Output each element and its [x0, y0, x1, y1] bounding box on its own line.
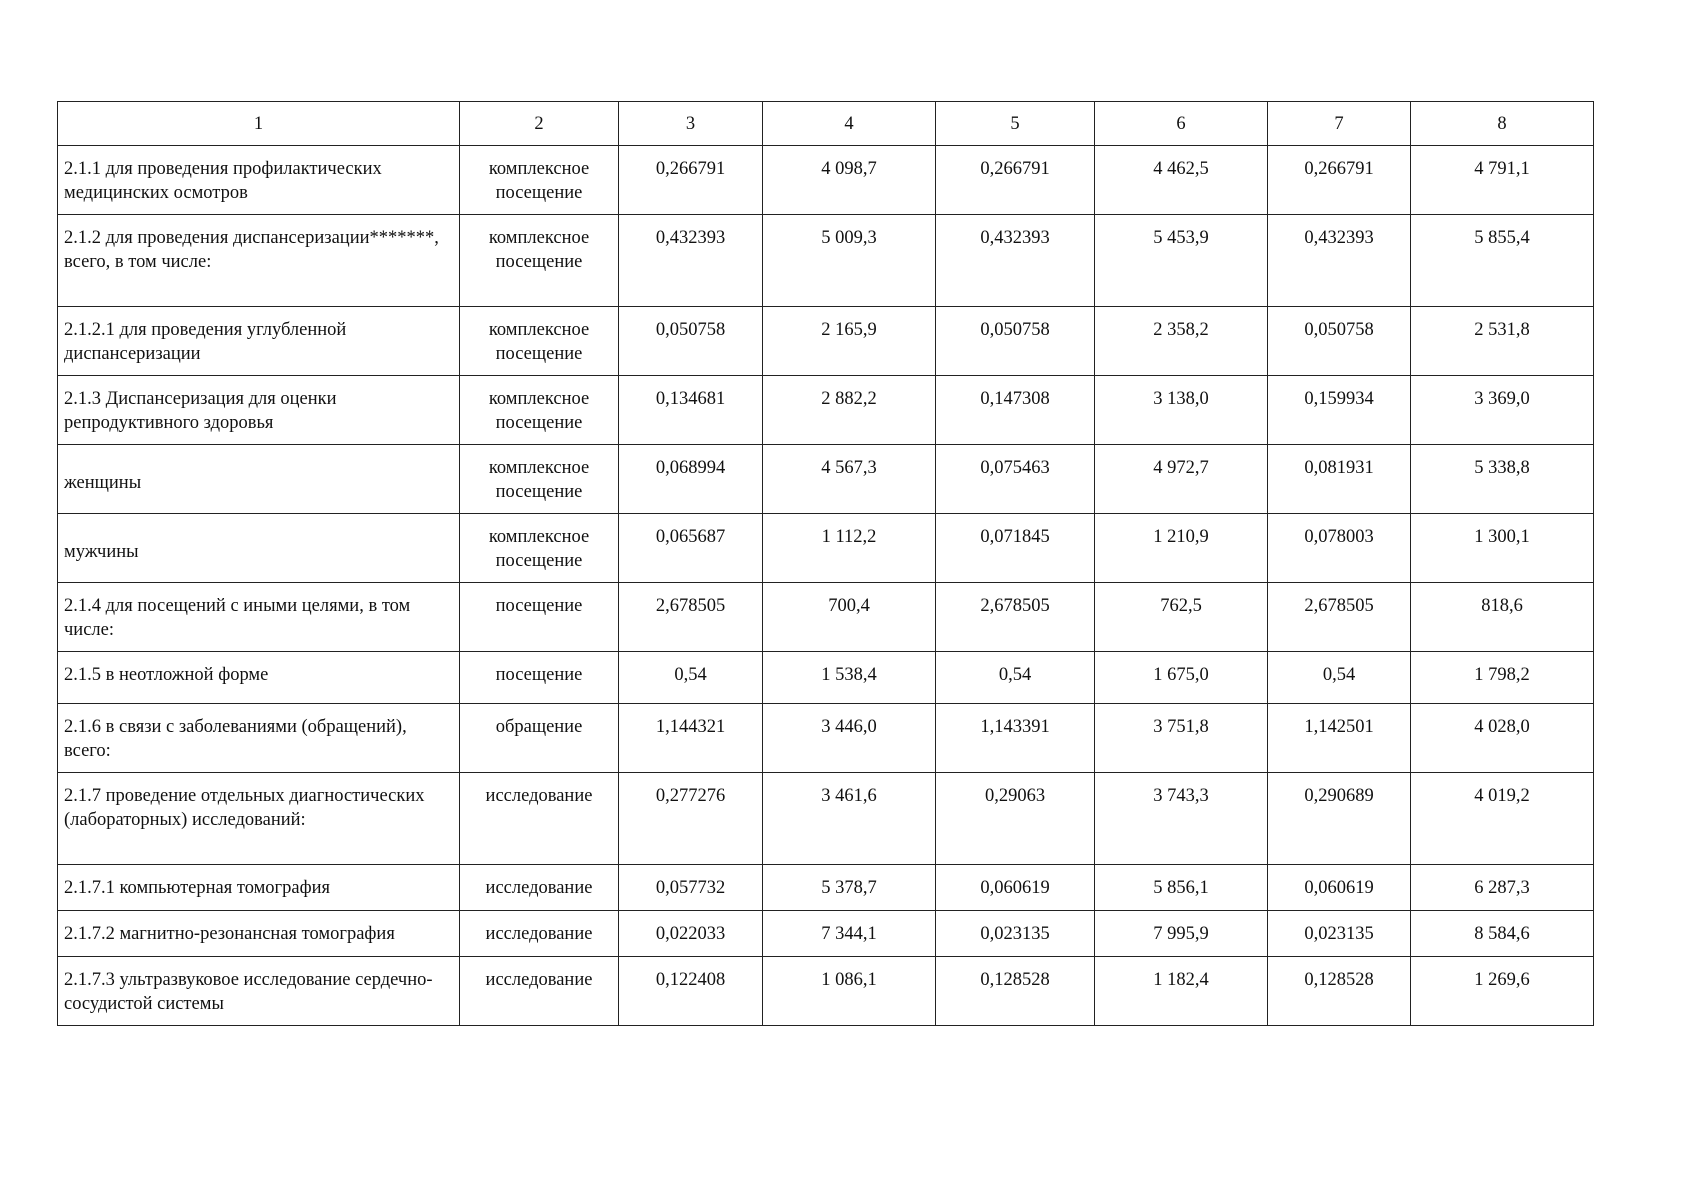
row-name: 2.1.3 Диспансеризация для оценки репродуктивного здоровья: [58, 376, 460, 445]
row-value: 5 378,7: [763, 865, 936, 911]
row-value: 0,065687: [619, 514, 763, 583]
row-value: 3 138,0: [1095, 376, 1268, 445]
row-value: 1 269,6: [1411, 957, 1594, 1026]
row-value: 762,5: [1095, 583, 1268, 652]
row-value: 3 751,8: [1095, 704, 1268, 773]
row-value: 1 112,2: [763, 514, 936, 583]
row-value: 1 210,9: [1095, 514, 1268, 583]
row-name: 2.1.7.1 компьютерная томография: [58, 865, 460, 911]
row-value: 0,075463: [936, 445, 1095, 514]
row-unit: комплексное посещение: [460, 146, 619, 215]
row-value: 0,147308: [936, 376, 1095, 445]
row-name: 2.1.2.1 для проведения углубленной диспансеризации: [58, 307, 460, 376]
column-number: 1: [58, 102, 460, 146]
row-value: 0,432393: [1268, 215, 1411, 307]
row-value: 0,54: [619, 652, 763, 704]
row-value: 5 009,3: [763, 215, 936, 307]
row-value: 2 165,9: [763, 307, 936, 376]
row-value: 5 338,8: [1411, 445, 1594, 514]
row-value: 2 531,8: [1411, 307, 1594, 376]
table-row: [58, 957, 1594, 1026]
table-row: [58, 215, 1594, 307]
row-value: 0,081931: [1268, 445, 1411, 514]
row-value: 4 028,0: [1411, 704, 1594, 773]
table-header-row: [58, 102, 1594, 146]
row-value: 3 369,0: [1411, 376, 1594, 445]
row-value: 3 446,0: [763, 704, 936, 773]
row-unit: посещение: [460, 652, 619, 704]
row-value: 2 358,2: [1095, 307, 1268, 376]
column-number: 3: [619, 102, 763, 146]
table-row: [58, 445, 1594, 514]
row-value: 8 584,6: [1411, 911, 1594, 957]
row-unit: исследование: [460, 773, 619, 865]
row-name: 2.1.1 для проведения профилактических медицинских осмотров: [58, 146, 460, 215]
row-name: 2.1.2 для проведения диспансеризации*******, всего, в том числе:: [58, 215, 460, 307]
row-unit: комплексное посещение: [460, 445, 619, 514]
row-name: 2.1.4 для посещений с иными целями, в том числе:: [58, 583, 460, 652]
row-name: мужчины: [58, 514, 460, 583]
row-unit: посещение: [460, 583, 619, 652]
row-value: 0,023135: [1268, 911, 1411, 957]
row-name: 2.1.7.2 магнитно-резонансная томография: [58, 911, 460, 957]
column-number: 7: [1268, 102, 1411, 146]
row-value: 2,678505: [619, 583, 763, 652]
table-row: [58, 376, 1594, 445]
row-value: 3 743,3: [1095, 773, 1268, 865]
row-value: 0,54: [936, 652, 1095, 704]
row-unit: комплексное посещение: [460, 514, 619, 583]
row-unit: обращение: [460, 704, 619, 773]
row-value: 0,050758: [619, 307, 763, 376]
data-table: [57, 101, 1594, 1026]
row-value: 4 462,5: [1095, 146, 1268, 215]
row-value: 1 300,1: [1411, 514, 1594, 583]
row-value: 0,122408: [619, 957, 763, 1026]
row-value: 0,134681: [619, 376, 763, 445]
row-value: 4 791,1: [1411, 146, 1594, 215]
table-row: [58, 583, 1594, 652]
row-value: 0,022033: [619, 911, 763, 957]
row-value: 1 798,2: [1411, 652, 1594, 704]
row-value: 3 461,6: [763, 773, 936, 865]
table-row: [58, 146, 1594, 215]
row-unit: исследование: [460, 865, 619, 911]
row-unit: комплексное посещение: [460, 215, 619, 307]
row-value: 0,071845: [936, 514, 1095, 583]
row-name: 2.1.5 в неотложной форме: [58, 652, 460, 704]
table-row: [58, 773, 1594, 865]
row-value: 4 972,7: [1095, 445, 1268, 514]
row-value: 0,266791: [619, 146, 763, 215]
row-value: 0,050758: [1268, 307, 1411, 376]
row-value: 0,050758: [936, 307, 1095, 376]
row-value: 0,54: [1268, 652, 1411, 704]
row-value: 1,143391: [936, 704, 1095, 773]
row-value: 1 675,0: [1095, 652, 1268, 704]
row-value: 0,277276: [619, 773, 763, 865]
table-row: [58, 911, 1594, 957]
table-row: [58, 307, 1594, 376]
row-value: 1,144321: [619, 704, 763, 773]
row-value: 1 182,4: [1095, 957, 1268, 1026]
row-value: 4 098,7: [763, 146, 936, 215]
row-value: 0,266791: [936, 146, 1095, 215]
column-number: 4: [763, 102, 936, 146]
row-value: 0,057732: [619, 865, 763, 911]
row-unit: исследование: [460, 957, 619, 1026]
row-value: 0,078003: [1268, 514, 1411, 583]
row-value: 1 086,1: [763, 957, 936, 1026]
row-value: 5 453,9: [1095, 215, 1268, 307]
row-value: 1,142501: [1268, 704, 1411, 773]
table-row: [58, 704, 1594, 773]
row-value: 7 995,9: [1095, 911, 1268, 957]
row-value: 5 856,1: [1095, 865, 1268, 911]
row-name: 2.1.6 в связи с заболеваниями (обращений), всего:: [58, 704, 460, 773]
row-value: 0,159934: [1268, 376, 1411, 445]
table-row: [58, 514, 1594, 583]
row-value: 4 019,2: [1411, 773, 1594, 865]
row-value: 0,128528: [936, 957, 1095, 1026]
row-value: 1 538,4: [763, 652, 936, 704]
row-value: 0,060619: [936, 865, 1095, 911]
row-unit: комплексное посещение: [460, 376, 619, 445]
row-value: 0,266791: [1268, 146, 1411, 215]
row-value: 0,290689: [1268, 773, 1411, 865]
column-number: 2: [460, 102, 619, 146]
row-value: 2 882,2: [763, 376, 936, 445]
row-value: 0,068994: [619, 445, 763, 514]
row-value: 7 344,1: [763, 911, 936, 957]
row-value: 4 567,3: [763, 445, 936, 514]
column-number: 8: [1411, 102, 1594, 146]
row-unit: исследование: [460, 911, 619, 957]
row-value: 2,678505: [936, 583, 1095, 652]
row-value: 818,6: [1411, 583, 1594, 652]
row-value: 0,023135: [936, 911, 1095, 957]
row-value: 6 287,3: [1411, 865, 1594, 911]
column-number: 6: [1095, 102, 1268, 146]
column-number: 5: [936, 102, 1095, 146]
row-value: 0,060619: [1268, 865, 1411, 911]
row-value: 5 855,4: [1411, 215, 1594, 307]
row-value: 0,432393: [936, 215, 1095, 307]
row-name: женщины: [58, 445, 460, 514]
row-value: 700,4: [763, 583, 936, 652]
row-name: 2.1.7 проведение отдельных диагностических (лабораторных) исследований:: [58, 773, 460, 865]
row-name: 2.1.7.3 ультразвуковое исследование сердечно-сосудистой системы: [58, 957, 460, 1026]
row-value: 0,29063: [936, 773, 1095, 865]
row-value: 0,432393: [619, 215, 763, 307]
table-row: [58, 865, 1594, 911]
row-value: 0,128528: [1268, 957, 1411, 1026]
row-value: 2,678505: [1268, 583, 1411, 652]
row-unit: комплексное посещение: [460, 307, 619, 376]
table-row: [58, 652, 1594, 704]
